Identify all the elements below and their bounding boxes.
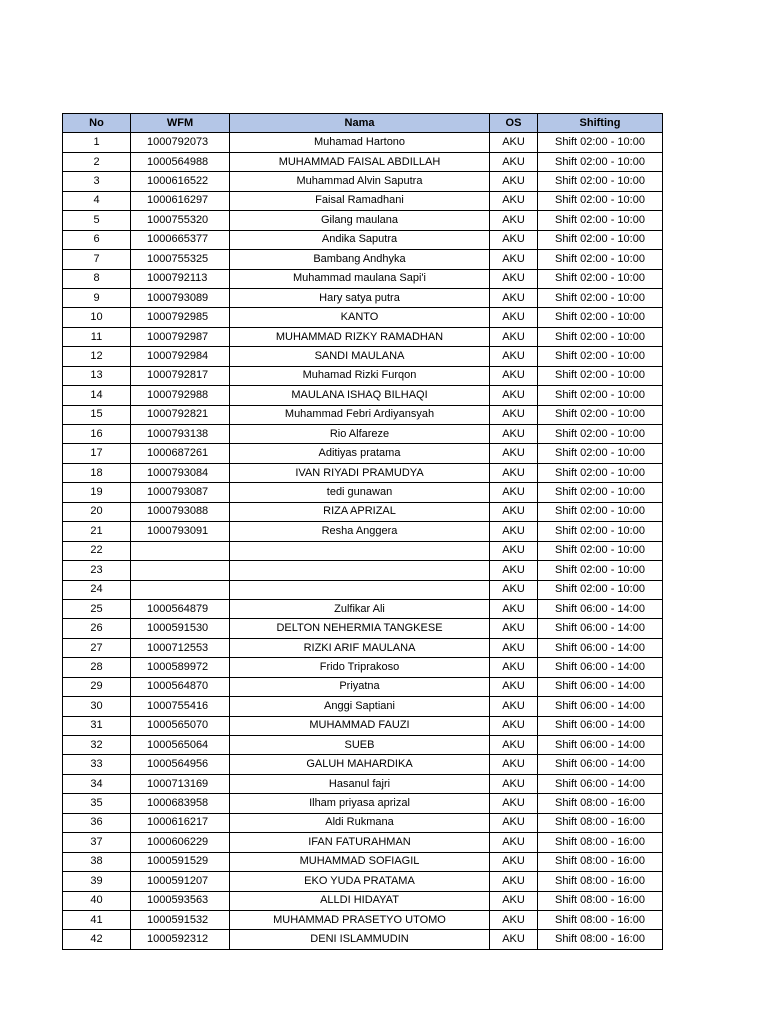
cell-os: AKU <box>490 658 538 677</box>
cell-nama: Muhammad maulana Sapi'i <box>230 269 490 288</box>
cell-no: 23 <box>63 561 131 580</box>
cell-os: AKU <box>490 638 538 657</box>
table-row <box>63 502 663 521</box>
cell-nama: Muhamad Rizki Furqon <box>230 366 490 385</box>
cell-wfm: 1000792985 <box>131 308 230 327</box>
cell-no: 11 <box>63 327 131 346</box>
cell-shifting: Shift 02:00 - 10:00 <box>538 502 663 521</box>
cell-wfm: 1000793088 <box>131 502 230 521</box>
header-wfm: WFM <box>131 114 230 133</box>
cell-no: 25 <box>63 599 131 618</box>
cell-nama: Ilham priyasa aprizal <box>230 794 490 813</box>
cell-os: AKU <box>490 774 538 793</box>
table-row <box>63 658 663 677</box>
cell-nama: MUHAMMAD SOFIAGIL <box>230 852 490 871</box>
cell-shifting: Shift 02:00 - 10:00 <box>538 327 663 346</box>
table-row <box>63 191 663 210</box>
shift-schedule-table <box>62 113 663 950</box>
table-header-row <box>63 114 663 133</box>
cell-wfm: 1000793084 <box>131 463 230 482</box>
cell-no: 3 <box>63 172 131 191</box>
table-row <box>63 716 663 735</box>
header-os: OS <box>490 114 538 133</box>
table-row <box>63 774 663 793</box>
cell-no: 30 <box>63 697 131 716</box>
cell-nama: IFAN FATURAHMAN <box>230 833 490 852</box>
cell-shifting: Shift 08:00 - 16:00 <box>538 794 663 813</box>
cell-wfm: 1000792073 <box>131 133 230 152</box>
cell-wfm: 1000713169 <box>131 774 230 793</box>
table-row <box>63 891 663 910</box>
cell-nama: SANDI MAULANA <box>230 347 490 366</box>
table-row <box>63 736 663 755</box>
cell-no: 22 <box>63 541 131 560</box>
cell-nama: GALUH MAHARDIKA <box>230 755 490 774</box>
table-row <box>63 697 663 716</box>
cell-nama <box>230 561 490 580</box>
cell-os: AKU <box>490 852 538 871</box>
table-row <box>63 463 663 482</box>
cell-nama: Zulfikar Ali <box>230 599 490 618</box>
cell-nama: Faisal Ramadhani <box>230 191 490 210</box>
cell-nama: Priyatna <box>230 677 490 696</box>
cell-shifting: Shift 08:00 - 16:00 <box>538 872 663 891</box>
cell-os: AKU <box>490 483 538 502</box>
table-row <box>63 580 663 599</box>
cell-no: 24 <box>63 580 131 599</box>
cell-no: 7 <box>63 250 131 269</box>
cell-nama: MAULANA ISHAQ BILHAQI <box>230 386 490 405</box>
cell-os: AKU <box>490 697 538 716</box>
cell-no: 9 <box>63 288 131 307</box>
cell-no: 35 <box>63 794 131 813</box>
cell-wfm: 1000589972 <box>131 658 230 677</box>
cell-no: 41 <box>63 910 131 929</box>
cell-os: AKU <box>490 230 538 249</box>
cell-no: 34 <box>63 774 131 793</box>
cell-os: AKU <box>490 250 538 269</box>
cell-no: 4 <box>63 191 131 210</box>
cell-no: 28 <box>63 658 131 677</box>
cell-wfm: 1000591529 <box>131 852 230 871</box>
cell-wfm: 1000592312 <box>131 930 230 949</box>
cell-no: 1 <box>63 133 131 152</box>
cell-os: AKU <box>490 425 538 444</box>
cell-nama: RIZA APRIZAL <box>230 502 490 521</box>
cell-nama: DELTON NEHERMIA TANGKESE <box>230 619 490 638</box>
cell-nama: Resha Anggera <box>230 522 490 541</box>
cell-no: 12 <box>63 347 131 366</box>
cell-shifting: Shift 02:00 - 10:00 <box>538 269 663 288</box>
cell-no: 36 <box>63 813 131 832</box>
cell-shifting: Shift 02:00 - 10:00 <box>538 288 663 307</box>
cell-no: 26 <box>63 619 131 638</box>
cell-wfm: 1000606229 <box>131 833 230 852</box>
cell-wfm: 1000755325 <box>131 250 230 269</box>
cell-os: AKU <box>490 288 538 307</box>
cell-shifting: Shift 02:00 - 10:00 <box>538 386 663 405</box>
cell-wfm: 1000565064 <box>131 736 230 755</box>
cell-os: AKU <box>490 172 538 191</box>
cell-no: 6 <box>63 230 131 249</box>
cell-os: AKU <box>490 872 538 891</box>
cell-shifting: Shift 06:00 - 14:00 <box>538 658 663 677</box>
table-row <box>63 308 663 327</box>
cell-wfm: 1000792821 <box>131 405 230 424</box>
cell-wfm: 1000565070 <box>131 716 230 735</box>
cell-wfm <box>131 561 230 580</box>
cell-wfm: 1000564988 <box>131 152 230 171</box>
cell-nama: MUHAMMAD FAISAL ABDILLAH <box>230 152 490 171</box>
cell-shifting: Shift 02:00 - 10:00 <box>538 347 663 366</box>
table-row <box>63 813 663 832</box>
table-row <box>63 347 663 366</box>
cell-shifting: Shift 02:00 - 10:00 <box>538 541 663 560</box>
cell-shifting: Shift 02:00 - 10:00 <box>538 191 663 210</box>
cell-no: 18 <box>63 463 131 482</box>
cell-wfm: 1000792113 <box>131 269 230 288</box>
cell-nama: MUHAMMAD RIZKY RAMADHAN <box>230 327 490 346</box>
cell-no: 16 <box>63 425 131 444</box>
cell-shifting: Shift 02:00 - 10:00 <box>538 250 663 269</box>
cell-os: AKU <box>490 599 538 618</box>
cell-shifting: Shift 08:00 - 16:00 <box>538 891 663 910</box>
table-row <box>63 405 663 424</box>
cell-wfm: 1000683958 <box>131 794 230 813</box>
cell-wfm <box>131 541 230 560</box>
cell-no: 5 <box>63 211 131 230</box>
cell-shifting: Shift 02:00 - 10:00 <box>538 172 663 191</box>
table-row <box>63 794 663 813</box>
cell-os: AKU <box>490 619 538 638</box>
cell-shifting: Shift 08:00 - 16:00 <box>538 910 663 929</box>
table-row <box>63 930 663 949</box>
cell-os: AKU <box>490 269 538 288</box>
cell-wfm: 1000591532 <box>131 910 230 929</box>
cell-no: 31 <box>63 716 131 735</box>
cell-os: AKU <box>490 522 538 541</box>
table-row <box>63 172 663 191</box>
table-row <box>63 755 663 774</box>
cell-os: AKU <box>490 327 538 346</box>
cell-shifting: Shift 02:00 - 10:00 <box>538 463 663 482</box>
cell-os: AKU <box>490 755 538 774</box>
table-row <box>63 638 663 657</box>
cell-nama: Bambang Andhyka <box>230 250 490 269</box>
table-row <box>63 211 663 230</box>
cell-wfm: 1000712553 <box>131 638 230 657</box>
cell-no: 14 <box>63 386 131 405</box>
cell-os: AKU <box>490 347 538 366</box>
table-row <box>63 152 663 171</box>
cell-shifting: Shift 08:00 - 16:00 <box>538 813 663 832</box>
cell-nama: Muhammad Febri Ardiyansyah <box>230 405 490 424</box>
cell-wfm: 1000591530 <box>131 619 230 638</box>
cell-shifting: Shift 06:00 - 14:00 <box>538 755 663 774</box>
cell-shifting: Shift 06:00 - 14:00 <box>538 697 663 716</box>
cell-shifting: Shift 02:00 - 10:00 <box>538 522 663 541</box>
cell-os: AKU <box>490 794 538 813</box>
cell-os: AKU <box>490 541 538 560</box>
cell-shifting: Shift 02:00 - 10:00 <box>538 580 663 599</box>
cell-shifting: Shift 02:00 - 10:00 <box>538 133 663 152</box>
table-row <box>63 541 663 560</box>
cell-nama: Hary satya putra <box>230 288 490 307</box>
cell-os: AKU <box>490 580 538 599</box>
cell-wfm: 1000591207 <box>131 872 230 891</box>
cell-os: AKU <box>490 930 538 949</box>
cell-no: 8 <box>63 269 131 288</box>
cell-shifting: Shift 02:00 - 10:00 <box>538 366 663 385</box>
table-row <box>63 522 663 541</box>
table-row <box>63 444 663 463</box>
cell-nama: DENI ISLAMMUDIN <box>230 930 490 949</box>
cell-nama <box>230 541 490 560</box>
cell-no: 20 <box>63 502 131 521</box>
cell-no: 32 <box>63 736 131 755</box>
table-row <box>63 327 663 346</box>
cell-no: 40 <box>63 891 131 910</box>
cell-os: AKU <box>490 736 538 755</box>
cell-no: 38 <box>63 852 131 871</box>
cell-os: AKU <box>490 561 538 580</box>
cell-wfm: 1000564956 <box>131 755 230 774</box>
cell-nama: Rio Alfareze <box>230 425 490 444</box>
table-row <box>63 250 663 269</box>
table-row <box>63 366 663 385</box>
cell-os: AKU <box>490 716 538 735</box>
cell-wfm: 1000593563 <box>131 891 230 910</box>
cell-no: 33 <box>63 755 131 774</box>
table-row <box>63 269 663 288</box>
table-row <box>63 133 663 152</box>
cell-no: 29 <box>63 677 131 696</box>
cell-no: 17 <box>63 444 131 463</box>
cell-os: AKU <box>490 133 538 152</box>
cell-wfm: 1000564879 <box>131 599 230 618</box>
table-row <box>63 833 663 852</box>
cell-wfm: 1000792817 <box>131 366 230 385</box>
cell-nama: EKO YUDA PRATAMA <box>230 872 490 891</box>
cell-os: AKU <box>490 891 538 910</box>
cell-nama: Hasanul fajri <box>230 774 490 793</box>
shift-schedule-sheet <box>62 113 663 950</box>
table-row <box>63 386 663 405</box>
table-row <box>63 852 663 871</box>
cell-wfm: 1000792987 <box>131 327 230 346</box>
cell-shifting: Shift 02:00 - 10:00 <box>538 405 663 424</box>
cell-os: AKU <box>490 463 538 482</box>
cell-wfm: 1000793138 <box>131 425 230 444</box>
cell-shifting: Shift 06:00 - 14:00 <box>538 619 663 638</box>
table-body <box>63 133 663 949</box>
cell-shifting: Shift 08:00 - 16:00 <box>538 852 663 871</box>
table-row <box>63 288 663 307</box>
cell-shifting: Shift 02:00 - 10:00 <box>538 308 663 327</box>
cell-nama: MUHAMMAD PRASETYO UTOMO <box>230 910 490 929</box>
cell-wfm: 1000616217 <box>131 813 230 832</box>
cell-wfm <box>131 580 230 599</box>
cell-no: 10 <box>63 308 131 327</box>
cell-wfm: 1000616522 <box>131 172 230 191</box>
cell-nama: IVAN RIYADI PRAMUDYA <box>230 463 490 482</box>
cell-wfm: 1000755320 <box>131 211 230 230</box>
cell-os: AKU <box>490 308 538 327</box>
cell-os: AKU <box>490 502 538 521</box>
cell-os: AKU <box>490 405 538 424</box>
table-row <box>63 619 663 638</box>
cell-wfm: 1000793091 <box>131 522 230 541</box>
cell-nama: Frido Triprakoso <box>230 658 490 677</box>
header-shifting: Shifting <box>538 114 663 133</box>
cell-shifting: Shift 02:00 - 10:00 <box>538 483 663 502</box>
cell-nama: ALLDI HIDAYAT <box>230 891 490 910</box>
cell-shifting: Shift 02:00 - 10:00 <box>538 211 663 230</box>
cell-shifting: Shift 06:00 - 14:00 <box>538 716 663 735</box>
cell-wfm: 1000687261 <box>131 444 230 463</box>
table-row <box>63 561 663 580</box>
cell-os: AKU <box>490 152 538 171</box>
cell-no: 19 <box>63 483 131 502</box>
cell-os: AKU <box>490 813 538 832</box>
table-row <box>63 230 663 249</box>
cell-nama: Gilang maulana <box>230 211 490 230</box>
cell-shifting: Shift 06:00 - 14:00 <box>538 599 663 618</box>
cell-wfm: 1000616297 <box>131 191 230 210</box>
cell-os: AKU <box>490 211 538 230</box>
cell-wfm: 1000793087 <box>131 483 230 502</box>
cell-no: 27 <box>63 638 131 657</box>
table-row <box>63 677 663 696</box>
cell-os: AKU <box>490 191 538 210</box>
cell-os: AKU <box>490 386 538 405</box>
cell-shifting: Shift 02:00 - 10:00 <box>538 152 663 171</box>
cell-nama: MUHAMMAD FAUZI <box>230 716 490 735</box>
cell-shifting: Shift 06:00 - 14:00 <box>538 677 663 696</box>
cell-shifting: Shift 06:00 - 14:00 <box>538 736 663 755</box>
cell-os: AKU <box>490 366 538 385</box>
cell-nama: KANTO <box>230 308 490 327</box>
cell-nama: Aditiyas pratama <box>230 444 490 463</box>
cell-wfm: 1000792984 <box>131 347 230 366</box>
cell-nama: RIZKI ARIF MAULANA <box>230 638 490 657</box>
cell-nama: Muhamad Hartono <box>230 133 490 152</box>
cell-no: 21 <box>63 522 131 541</box>
cell-shifting: Shift 08:00 - 16:00 <box>538 930 663 949</box>
cell-wfm: 1000793089 <box>131 288 230 307</box>
cell-os: AKU <box>490 910 538 929</box>
cell-wfm: 1000665377 <box>131 230 230 249</box>
cell-no: 13 <box>63 366 131 385</box>
cell-shifting: Shift 06:00 - 14:00 <box>538 638 663 657</box>
table-row <box>63 872 663 891</box>
cell-shifting: Shift 08:00 - 16:00 <box>538 833 663 852</box>
cell-os: AKU <box>490 833 538 852</box>
cell-os: AKU <box>490 444 538 463</box>
cell-no: 39 <box>63 872 131 891</box>
cell-nama: Muhammad Alvin Saputra <box>230 172 490 191</box>
table-row <box>63 425 663 444</box>
cell-nama: SUEB <box>230 736 490 755</box>
header-nama: Nama <box>230 114 490 133</box>
cell-nama: Andika Saputra <box>230 230 490 249</box>
cell-nama: Aldi Rukmana <box>230 813 490 832</box>
header-no: No <box>63 114 131 133</box>
cell-nama <box>230 580 490 599</box>
cell-no: 2 <box>63 152 131 171</box>
cell-shifting: Shift 02:00 - 10:00 <box>538 444 663 463</box>
cell-shifting: Shift 02:00 - 10:00 <box>538 561 663 580</box>
cell-shifting: Shift 06:00 - 14:00 <box>538 774 663 793</box>
cell-no: 37 <box>63 833 131 852</box>
table-row <box>63 483 663 502</box>
cell-wfm: 1000792988 <box>131 386 230 405</box>
table-row <box>63 910 663 929</box>
cell-shifting: Shift 02:00 - 10:00 <box>538 230 663 249</box>
cell-no: 42 <box>63 930 131 949</box>
cell-nama: tedi gunawan <box>230 483 490 502</box>
cell-wfm: 1000564870 <box>131 677 230 696</box>
cell-wfm: 1000755416 <box>131 697 230 716</box>
cell-nama: Anggi Saptiani <box>230 697 490 716</box>
table-row <box>63 599 663 618</box>
cell-shifting: Shift 02:00 - 10:00 <box>538 425 663 444</box>
cell-os: AKU <box>490 677 538 696</box>
cell-no: 15 <box>63 405 131 424</box>
